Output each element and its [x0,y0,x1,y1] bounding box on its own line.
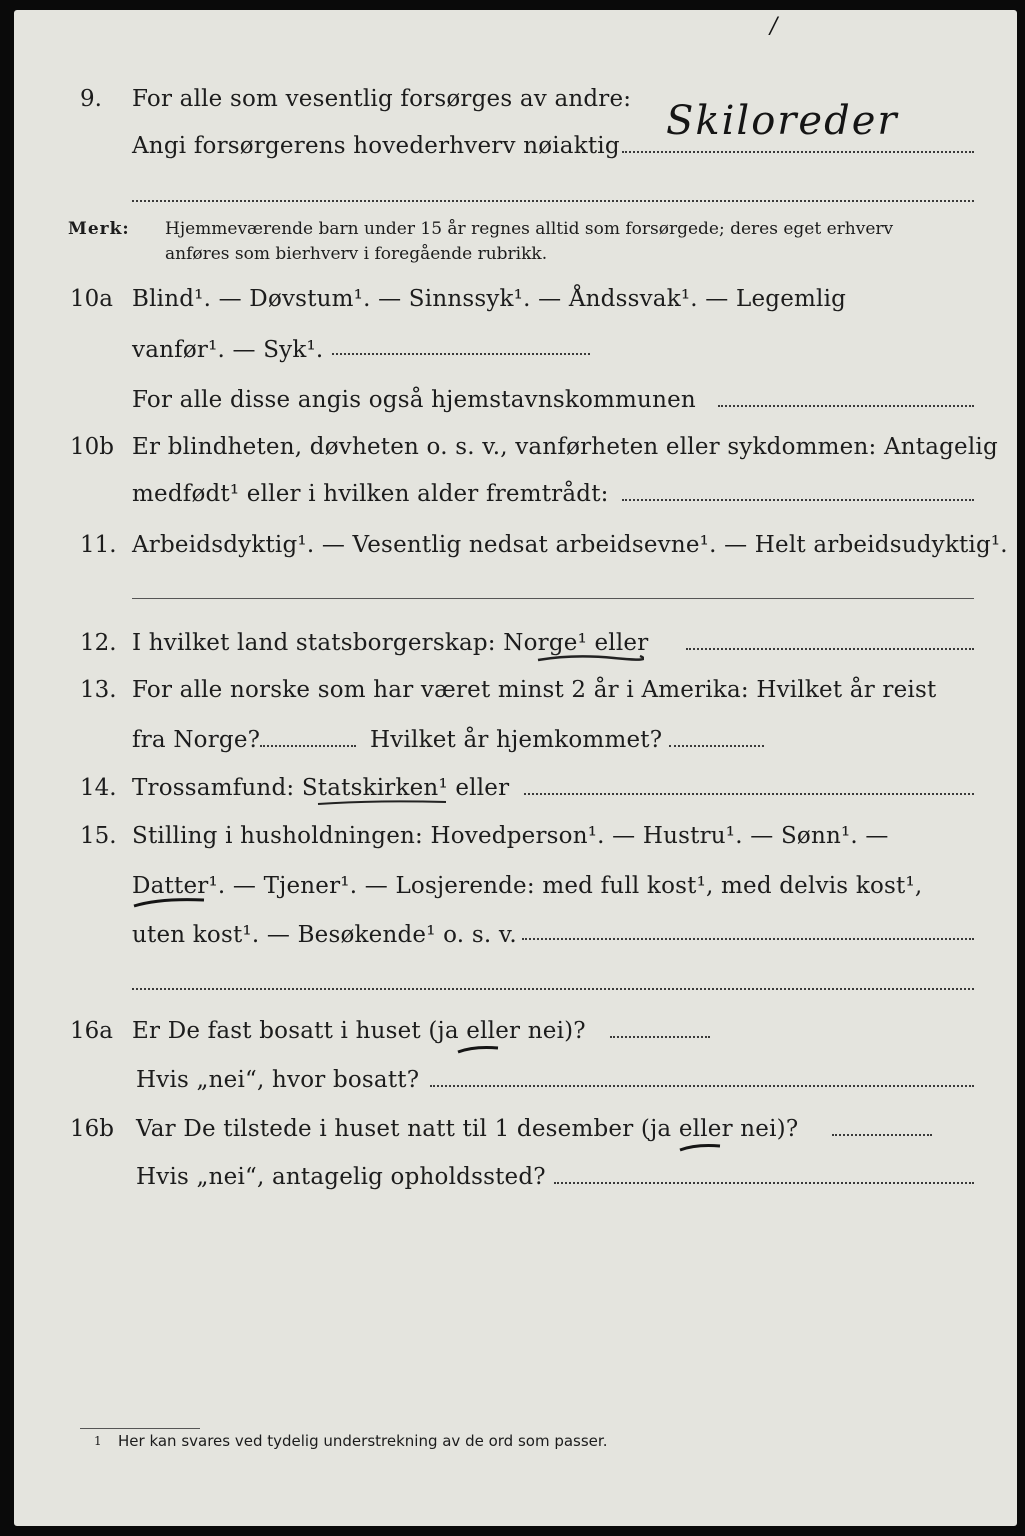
q15-answer-line [522,938,974,940]
footnote-mark: 1 [94,1434,102,1448]
q10a-number: 10a [70,286,113,312]
q10a-syk-line [332,353,590,355]
q16a-number: 16a [70,1018,113,1044]
q15-line2: Datter¹. — Tjener¹. — Losjerende: med full kost¹, med delvis kost¹, [132,873,923,899]
q14-underline-mark [314,796,454,812]
footnote-text: Her kan svares ved tydelig understrekning av de ord som passer. [118,1432,608,1450]
merk-line1: Hjemmeværende barn under 15 år regnes alltid som forsørgede; deres eget erhverv [165,219,894,239]
q10a-line2: vanfør¹. — Syk¹. [132,337,324,363]
q16a-answer-line [610,1036,710,1038]
q15-line1: Stilling i husholdningen: Hovedperson¹. — Hustru¹. — Sønn¹. — [132,823,889,849]
q15-extra-line [132,988,974,990]
q16b-underline-mark [676,1138,726,1158]
q11-number: 11. [80,532,117,558]
q9-number: 9. [80,86,102,112]
q16b-answer-line [832,1134,932,1136]
q15-number: 15. [80,823,117,849]
merk-label: Merk: [68,219,130,239]
q13-line2a: fra Norge? [132,727,261,753]
q9-line1: For alle som vesentlig forsørges av andre: [132,86,632,112]
q16a-line1: Er De fast bosatt i huset (ja eller nei)? [132,1018,586,1044]
q9-extra-line [132,200,974,202]
q15-line3: uten kost¹. — Besøkende¹ o. s. v. [132,922,517,948]
q10b-number: 10b [70,434,114,460]
q10b-line2: medfødt¹ eller i hvilken alder fremtrådt: [132,481,609,507]
q14-answer-line [524,793,974,795]
q13-line2b: Hvilket år hjemkommet? [370,727,663,753]
q12-line1: I hvilket land statsborgerskap: Norge¹ eller [132,630,649,656]
q10b-answer-line [622,499,974,501]
q10a-line1: Blind¹. — Døvstum¹. — Sinnssyk¹. — Åndssvak¹. — Legemlig [132,286,847,312]
q16b-opholdssted-line [554,1182,974,1184]
q13-hjemkommet-line [669,745,764,747]
q13-line1: For alle norske som har været minst 2 år i Amerika: Hvilket år reist [132,677,937,703]
top-pen-mark: / [770,14,778,39]
q9-line2: Angi forsørgerens hovederhverv nøiaktig [132,133,620,159]
census-form-sheet [14,10,1017,1526]
q16a-underline-mark [454,1040,504,1060]
q12-answer-line [686,648,974,650]
q16b-number: 16b [70,1116,114,1142]
q11-answer-line [132,598,974,599]
q14-number: 14. [80,775,117,801]
q14-line1: Trossamfund: Statskirken¹ eller [132,775,510,801]
q13-reist-line [260,745,356,747]
q10a-line3: For alle disse angis også hjemstavnskommunen [132,387,696,413]
q13-number: 13. [80,677,117,703]
q9-handwritten-answer: Skiloreder [666,98,899,144]
q11-line1: Arbeidsdyktig¹. — Vesentlig nedsat arbeidsevne¹. — Helt arbeidsudyktig¹. [132,532,1008,558]
q12-underline-mark [534,650,644,670]
q12-number: 12. [80,630,117,656]
q10b-line1: Er blindheten, døvheten o. s. v., vanførheten eller sykdommen: Antagelig [132,434,998,460]
q16b-line2: Hvis „nei“, antagelig opholdssted? [136,1164,546,1190]
footnote-rule [80,1428,200,1429]
q10a-hjemstavn-line [718,405,974,407]
q16b-line1: Var De tilstede i huset natt til 1 desember (ja eller nei)? [136,1116,799,1142]
q16a-line2: Hvis „nei“, hvor bosatt? [136,1067,420,1093]
q15-underline-mark [130,894,210,914]
merk-line2: anføres som bierhverv i foregående rubrikk. [165,244,548,264]
q16a-bosatt-line [430,1085,974,1087]
q9-answer-line [622,151,974,153]
